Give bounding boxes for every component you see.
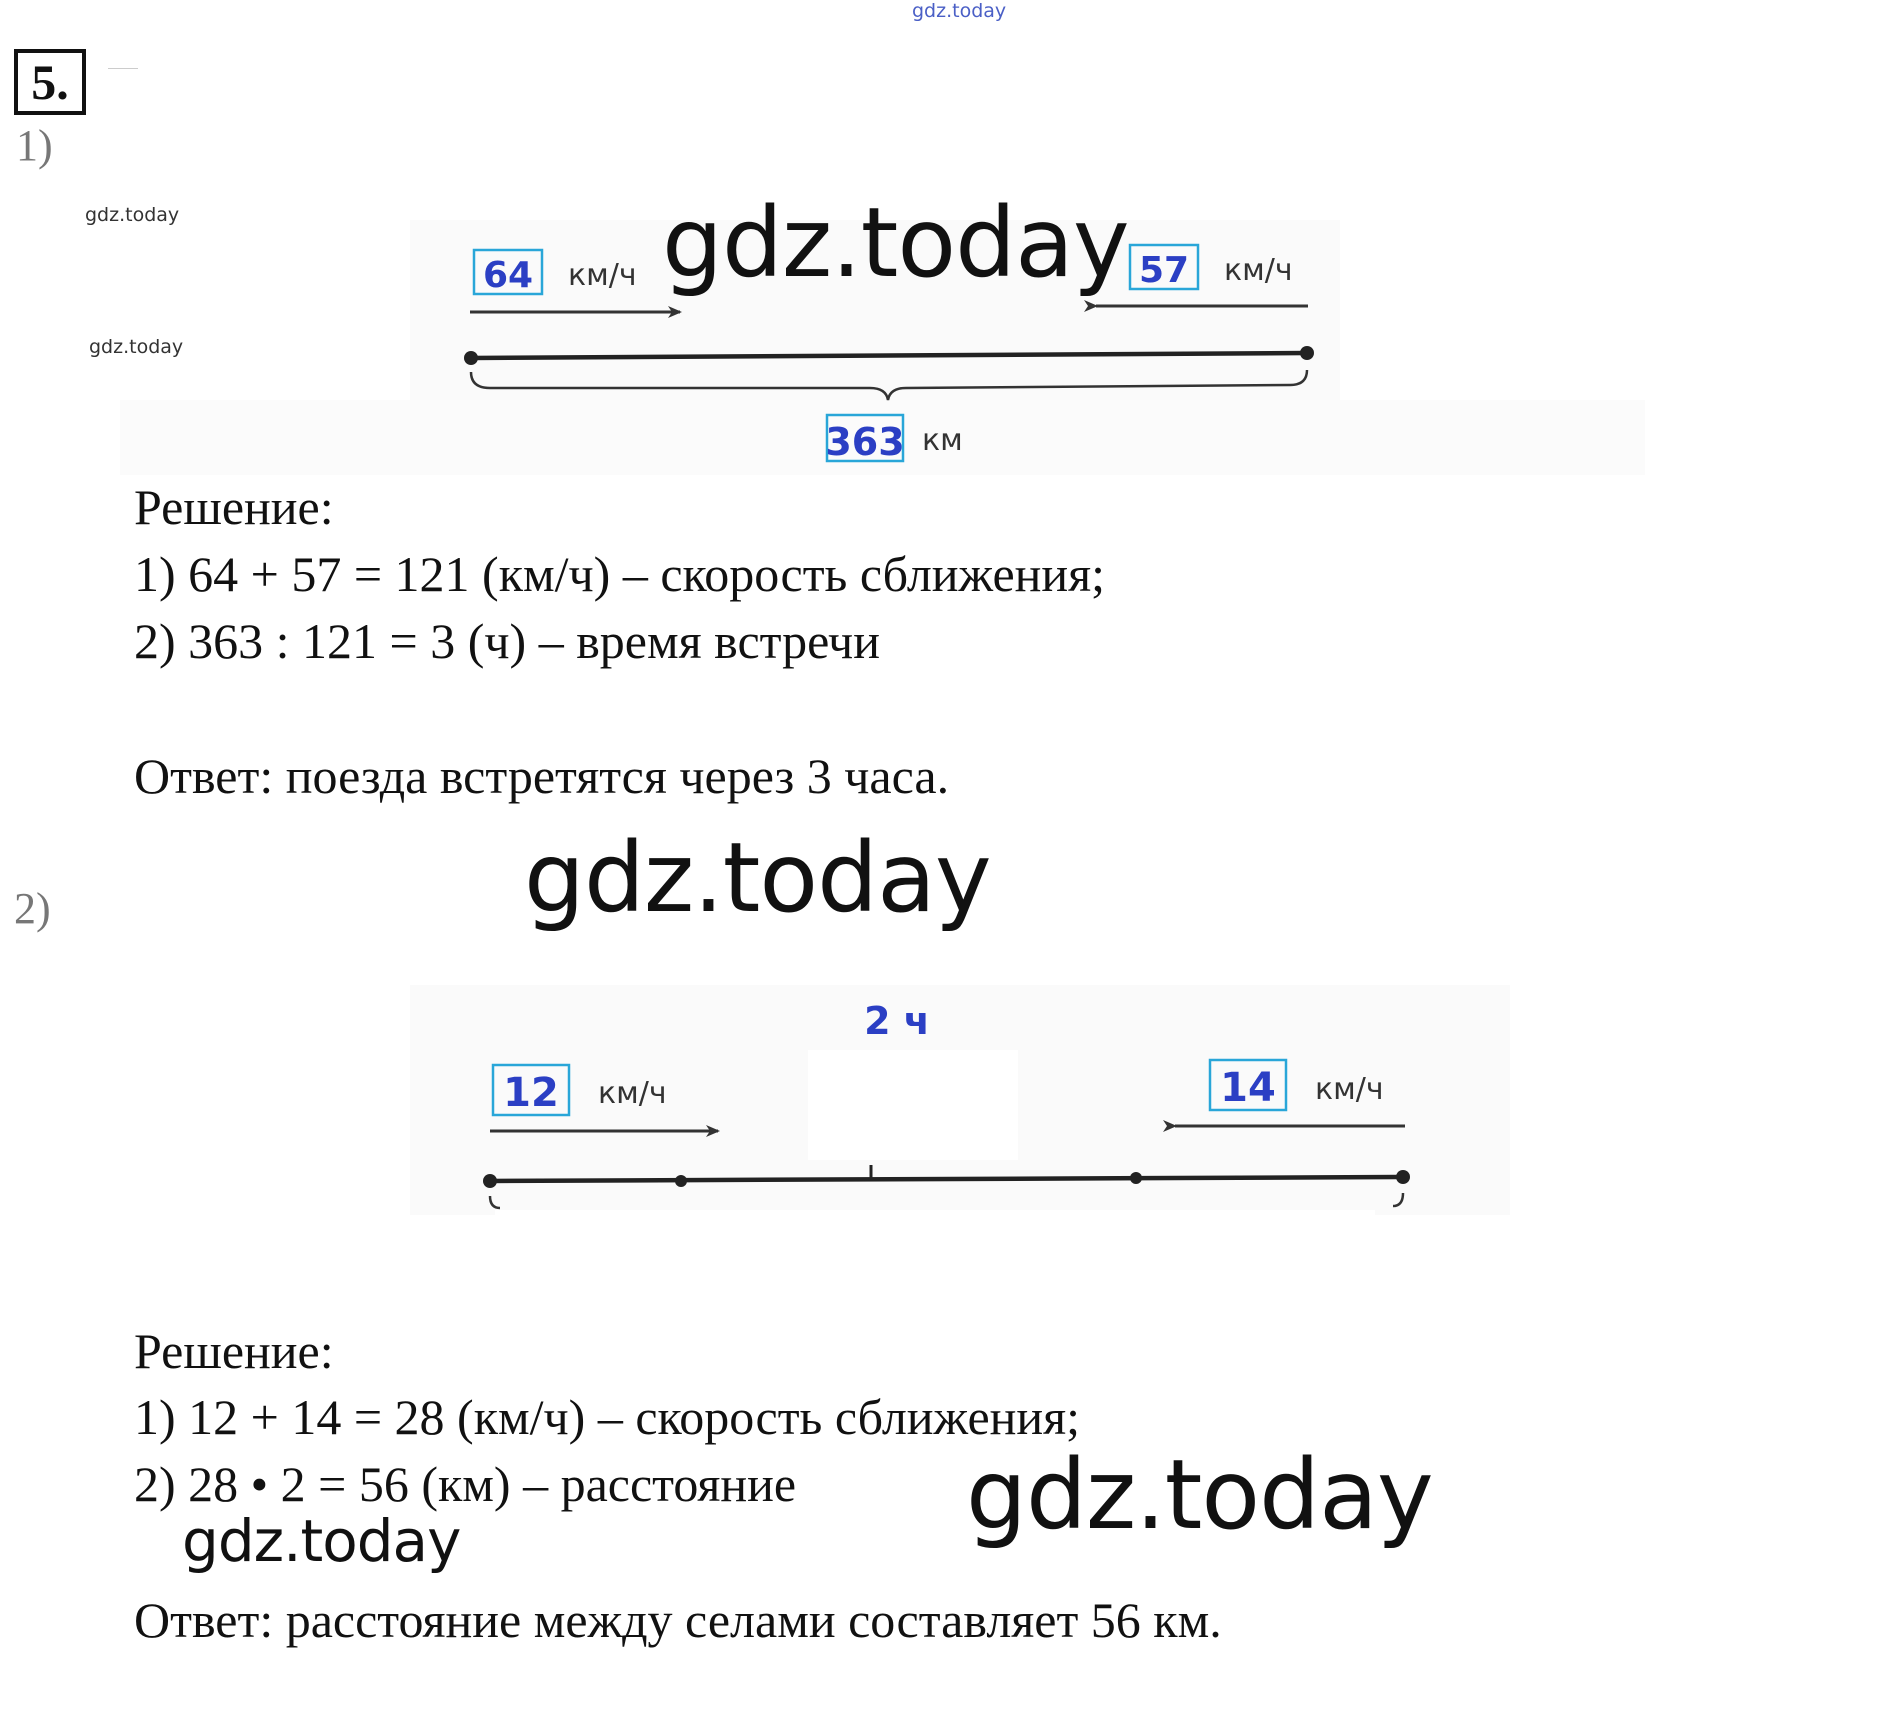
part2-answer: Ответ: расстояние между селами составляет 56 км.	[134, 1592, 1222, 1648]
part1-answer: Ответ: поезда встретятся через 3 часа.	[134, 748, 950, 804]
watermark-big-1: gdz.today	[662, 187, 1129, 299]
speed2-left-value: 12	[503, 1070, 559, 1116]
speed-left-value: 64	[482, 255, 534, 296]
speed-right-value: 57	[1138, 250, 1190, 291]
speed-right-unit: км/ч	[1224, 253, 1293, 288]
speed2-right-unit: км/ч	[1315, 1072, 1384, 1107]
watermark-big-3: gdz.today	[182, 1507, 461, 1575]
time-label: 2 ч	[864, 999, 930, 1043]
part1-step1: 1) 64 + 57 = 121 (км/ч) – скорость сближения;	[134, 546, 1106, 602]
distance-value: 363	[825, 420, 905, 464]
watermark-left-2: gdz.today	[89, 336, 184, 358]
watermark-big-2: gdz.today	[524, 822, 991, 934]
speed-left-unit: км/ч	[568, 258, 637, 293]
segment2-point-2	[675, 1175, 687, 1187]
part1-step2: 2) 363 : 121 = 3 (ч) – время встречи	[134, 613, 880, 669]
part2-solution-title: Решение:	[134, 1323, 334, 1379]
diagram2-crop	[495, 1210, 1375, 1250]
part1-solution-title: Решение:	[134, 479, 334, 535]
watermark-big-4: gdz.today	[966, 1439, 1433, 1551]
diagram2-bg-gap	[808, 1050, 1018, 1160]
speed2-right-value: 14	[1220, 1065, 1276, 1111]
speed2-left-unit: км/ч	[598, 1076, 667, 1111]
distance-unit: км	[922, 423, 963, 458]
task-number: 5.	[14, 49, 86, 115]
part2-label: 2)	[14, 884, 51, 933]
segment2-end-point	[1396, 1170, 1410, 1184]
watermark-left-1: gdz.today	[85, 204, 180, 226]
segment2-point-3	[1130, 1172, 1142, 1184]
part2-step1: 1) 12 + 14 = 28 (км/ч) – скорость сближения;	[134, 1389, 1081, 1445]
part2-step2: 2) 28 • 2 = 56 (км) – расстояние	[134, 1456, 797, 1512]
segment2-start-point	[483, 1174, 497, 1188]
watermark-top: gdz.today	[912, 0, 1007, 22]
part1-label: 1)	[16, 121, 53, 170]
